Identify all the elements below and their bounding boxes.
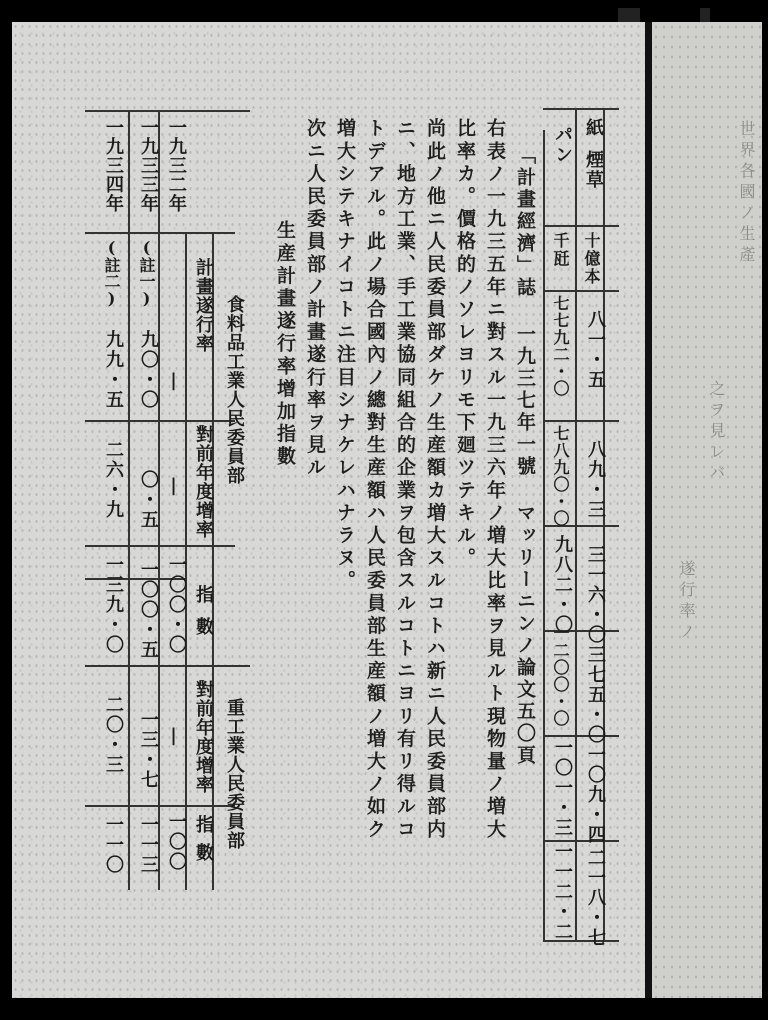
- cell: |: [163, 725, 184, 748]
- group-food-industry: 食料品工業人民委員部: [224, 295, 245, 485]
- paper-v5: 一〇九・四: [585, 745, 606, 845]
- cell: 〇・五: [138, 470, 159, 530]
- bread-v2: 七八九〇・〇: [551, 425, 570, 527]
- unit-bread: 千瓩: [551, 232, 570, 268]
- paper-v1: 八一・五: [585, 310, 606, 390]
- paragraph-line: 右表ノ一九三五年ニ對スル一九三六年ノ増大比率ヲ見ルト現物量ノ増大: [484, 118, 506, 842]
- row-label-bread: パン: [552, 125, 573, 165]
- row-label-tobacco: 煙草: [583, 150, 604, 190]
- facing-page-text: 遂行率ノ: [677, 560, 696, 644]
- header-plan-rate: 計畫遂行率: [193, 258, 214, 353]
- cell: 九九・五: [103, 330, 124, 410]
- note-1: (註一): [137, 238, 156, 308]
- group-heavy-industry: 重工業人民委員部: [224, 698, 245, 850]
- paper-v6: 二一八・七: [585, 848, 606, 948]
- binding-mark: [618, 8, 640, 22]
- bread-v6: 一一二・二: [552, 842, 573, 942]
- bread-v4: 一二〇〇・〇: [551, 625, 570, 727]
- header-growth-rate-2: 對前年度增率: [193, 680, 214, 794]
- unit-paper: 十億本: [582, 232, 601, 286]
- year-1934: 一九三四年: [103, 118, 124, 213]
- cell: |: [163, 475, 184, 498]
- paragraph-line: 次ニ人民委員部ノ計畫遂行率ヲ見ル: [304, 118, 326, 480]
- note-2: (註二): [102, 238, 121, 308]
- bread-v1: 七七九二・〇: [551, 295, 570, 397]
- row-label-paper: 紙: [583, 118, 604, 138]
- header-growth-rate: 對前年度增率: [193, 425, 214, 539]
- binding-mark: [700, 8, 710, 22]
- year-1933: 一九三三年: [138, 118, 159, 213]
- cell: 二〇・三: [103, 695, 124, 775]
- header-index-2: 指數: [193, 815, 214, 871]
- facing-page-text: 世界各國ノ生產: [737, 120, 756, 267]
- cell: 一三九・〇: [103, 555, 124, 655]
- cell: |: [163, 370, 184, 393]
- paper-v4: 三七五・〇: [585, 645, 606, 745]
- citation: 「計畫經濟」誌 一九三七年一號 マッリーニンノ論文五〇頁: [514, 145, 536, 767]
- cell: 二六・九: [103, 440, 124, 520]
- header-index: 指數: [193, 585, 214, 649]
- cell: 一〇〇・〇: [166, 555, 187, 655]
- paragraph-line: 比率カ。價格的ノソレヨリモ下廻ツテキル。: [454, 118, 476, 570]
- cell: 一一三: [138, 815, 159, 875]
- cell: 一〇〇: [166, 812, 187, 872]
- paper-v3: 三一六・〇: [585, 545, 606, 645]
- bread-v3: 九八二・〇: [552, 535, 573, 635]
- cell: 九〇・〇: [138, 330, 159, 410]
- cell: 一〇〇・五: [138, 560, 159, 660]
- paragraph-line: トデアル。此ノ場合國內ノ總對生産額ハ人民委員部生産額ノ増大ノ如ク: [364, 118, 386, 842]
- page-gutter: [645, 22, 652, 998]
- cell: 一三・七: [138, 710, 159, 790]
- paragraph-line: 増大シテキナイコトニ注目シナケレハナラヌ。: [334, 118, 356, 593]
- facing-page-text: 之ヲ見レバ: [707, 380, 726, 485]
- cell: 一一〇: [103, 815, 124, 875]
- bread-v5: 一〇一・三: [552, 738, 573, 838]
- year-1932: 一九三二年: [166, 118, 187, 213]
- paragraph-line: ニ、地方工業、手工業協同組合的企業ヲ包含スルコトニヨリ有リ得ルコ: [394, 118, 416, 842]
- paragraph-line: 尚此ノ他ニ人民委員部ダケノ生産額カ増大スルコトハ新ニ人民委員部内: [424, 118, 446, 842]
- paper-v2: 八九・三: [585, 440, 606, 520]
- table-caption: 生産計畫遂行率增加指數: [274, 220, 296, 469]
